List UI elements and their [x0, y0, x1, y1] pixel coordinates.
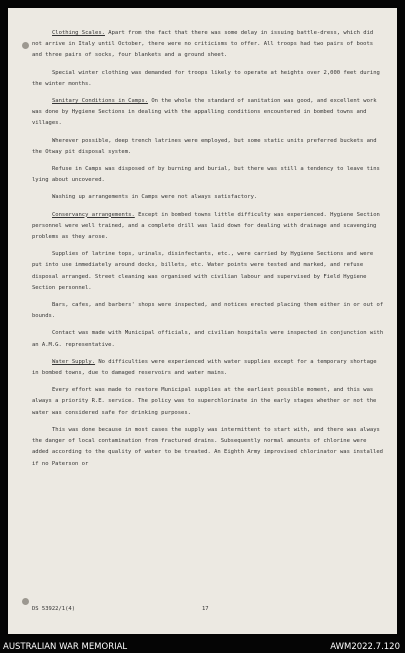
paragraph: [32, 249, 384, 294]
document-reference: DS 53922/1(4): [32, 606, 76, 612]
section-heading: Clothing Scales.: [52, 30, 105, 36]
paragraph-text: Apart from the fact that there was some delay in issuing battle-dress, which did not arrive in Italy until October, there were no criticisms to offer. All troops had two pairs of boots and three pairs of socks, four blankets and a ground sheet.: [32, 30, 374, 59]
paragraph-text: Wherever possible, deep trench latrines were employed, but some static units preferred buckets and the Otway pit disposal system.: [32, 137, 377, 155]
page-number: 17: [202, 606, 209, 612]
paragraph: [32, 136, 384, 158]
paragraph: [32, 210, 384, 244]
paragraph: [32, 328, 384, 350]
paragraph: [32, 96, 384, 130]
section-heading: Water Supply.: [52, 358, 96, 365]
paragraph-text: No difficulties were experienced with water supplies except for a temporary shortage in bombed towns, due to damaged reservoirs and water mains.: [32, 358, 377, 377]
paragraph-text: On the whole the standard of sanitation was good, and excellent work was done by Hygiene Sections in dealing with the appalling conditions encountered in bombed towns and villages.: [32, 98, 377, 127]
paragraph-text: Refuse in Camps was disposed of by burning and burial, but there was still a tendency to leave tins lying about uncovered.: [32, 166, 380, 184]
paragraph-text: Washing up arrangements in Camps were not always satisfactory.: [52, 194, 258, 201]
paragraph: [32, 164, 384, 186]
document-body: [32, 28, 384, 476]
paragraph: [32, 192, 384, 203]
paragraph: [32, 28, 384, 62]
paragraph-text: Supplies of latrine tops, urinals, disinfectants, etc., were carried by Hygiene Sections and were put into use immediately around docks, billets, etc. Water points were tested and marked, and refuse disposal arranged. Street cleaning was organised with civilian labour and supervised by Field Hygiene Section personnel.: [32, 251, 374, 291]
paragraph-text: Contact was made with Municipal officials, and civilian hospitals were inspected in conjunction with an A.M.G. representative.: [32, 330, 384, 348]
paragraph-text: Every effort was made to restore Municipal supplies at the earliest possible moment, and this was always a priority R.E. service. The policy was to superchlorinate in the early stages whether or not the water was considered safe for drinking purposes.: [32, 387, 377, 416]
section-heading: Conservancy arrangements.: [52, 211, 135, 218]
archive-accession-number: AWM2022.7.120: [330, 642, 400, 652]
archive-name: AUSTRALIAN WAR MEMORIAL: [3, 642, 128, 652]
archive-caption-bar: [0, 640, 405, 653]
paragraph: [32, 357, 384, 379]
paragraph-text: Except in bombed towns little difficulty was experienced. Hygiene Section personnel were well trained, and a complete drill was laid down for dealing with drainage and scavenging problems as they arose.: [32, 211, 380, 241]
paragraph: [32, 68, 384, 90]
paragraph-text: Bars, cafes, and barbers' shops were inspected, and notices erected placing them either in or out of bounds.: [32, 302, 384, 320]
paragraph-text: This was done because in most cases the supply was intermittent to start with, and there was always the danger of local contamination from fractured drains. Subsequently normal amounts of chlorine were added according to the quality of water to be treated. An Eighth Army improvised chlorinator was installed if no Paterson or: [32, 426, 383, 467]
punch-hole: [22, 598, 29, 605]
section-heading: Sanitary Conditions in Camps.: [52, 98, 149, 105]
paragraph-text: Special winter clothing was demanded for troops likely to operate at heights over 2,000 feet during the winter months.: [32, 69, 380, 87]
paragraph: [32, 300, 384, 322]
paragraph: [32, 385, 384, 419]
punch-hole: [22, 42, 29, 49]
paragraph: [32, 425, 384, 470]
